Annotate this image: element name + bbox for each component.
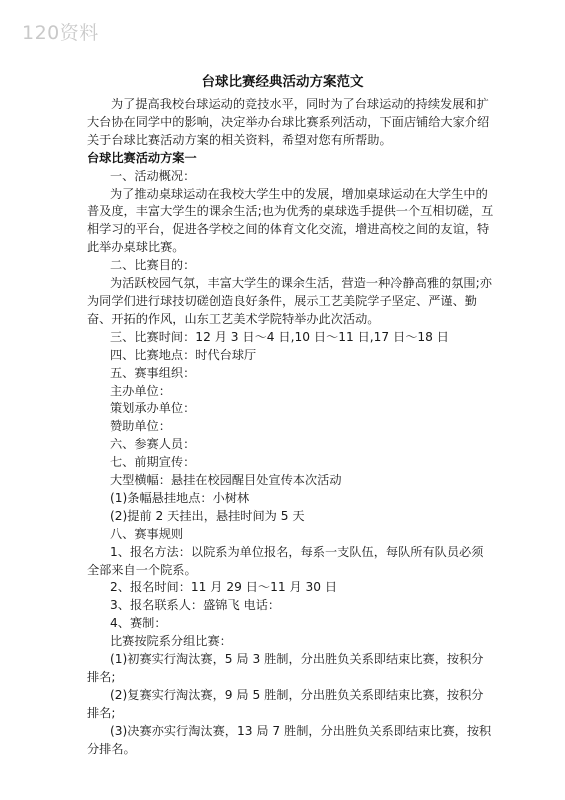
paragraph: 八、赛事规则 xyxy=(110,526,184,541)
paragraph: 2、报名时间：11 月 29 日～11 月 30 日 xyxy=(110,580,338,595)
paragraph: 五、赛事组织： xyxy=(110,365,196,380)
paragraph: 比赛按院系分组比赛： xyxy=(110,634,232,649)
paragraph: (1)条幅悬挂地点：小树林 xyxy=(110,490,250,505)
document-title: 台球比赛经典活动方案范文 xyxy=(201,74,364,90)
paragraph: (2)复赛实行淘汰赛，9 局 5 胜制，分出胜负关系即结束比赛，按积分排名; xyxy=(87,687,484,720)
paragraph: 3、报名联系人：盛锦飞 电话： xyxy=(110,598,281,613)
paragraph: (3)决赛亦实行淘汰赛，13 局 7 胜制，分出胜负关系即结束比赛，按积分排名。 xyxy=(87,723,492,756)
paragraph: 大型横幅：悬挂在校园醒目处宣传本次活动 xyxy=(110,473,342,488)
watermark-logo: 120资料 xyxy=(22,22,99,44)
paragraph: 四、比赛地点：时代台球厅 xyxy=(110,347,257,362)
paragraph: 为了提高我校台球运动的竞技水平，同时为了台球运动的持续发展和扩大台协在同学中的影响，决定举办台球比赛系列活动，下面店铺给大家介绍关于台球比赛活动方案的相关资料，希望对您有所帮助。 xyxy=(87,97,490,147)
paragraph: (1)初赛实行淘汰赛，5 局 3 胜制，分出胜负关系即结束比赛，按积分排名; xyxy=(87,652,484,684)
paragraph: 七、前期宣传： xyxy=(110,455,196,470)
paragraph: 赞助单位： xyxy=(110,419,171,434)
paragraph: 为活跃校园气氛，丰富大学生的课余生活，营造一种冷静高雅的氛围;亦为同学们进行球技切磋创造良好条件，展示工艺美院学子坚定、严谨、勤奋、开拓的作风，山东工艺美术学院特举办此次活动。 xyxy=(87,276,492,326)
paragraph: 4、赛制： xyxy=(110,616,167,631)
paragraph: 六、参赛人员： xyxy=(110,437,196,452)
paragraph: 1、报名方法：以院系为单位报名，每系一支队伍，每队所有队员必须全部来自一个院系。 xyxy=(87,544,484,577)
paragraph: 三、比赛时间：12 月 3 日～4 日,10 日～11 日,17 日～18 日 xyxy=(110,329,449,344)
paragraph: (2)提前 2 天挂出，悬挂时间为 5 天 xyxy=(110,508,305,523)
paragraph: 为了推动桌球运动在我校大学生中的发展，增加桌球运动在大学生中的普及度，丰富大学生的课余生活;也为优秀的桌球选手提供一个互相切磋，互相学习的平台，促进各学校之间的体育文化交流，增进高校之间的友谊，特此举办桌球比赛。 xyxy=(87,186,494,255)
paragraph: 一、活动概况： xyxy=(110,168,196,183)
paragraph: 策划承办单位： xyxy=(110,401,196,416)
paragraph: 主办单位： xyxy=(110,383,171,398)
document-body xyxy=(87,96,495,759)
paragraph: 二、比赛目的： xyxy=(110,258,196,273)
section-heading: 台球比赛活动方案一 xyxy=(87,150,197,165)
